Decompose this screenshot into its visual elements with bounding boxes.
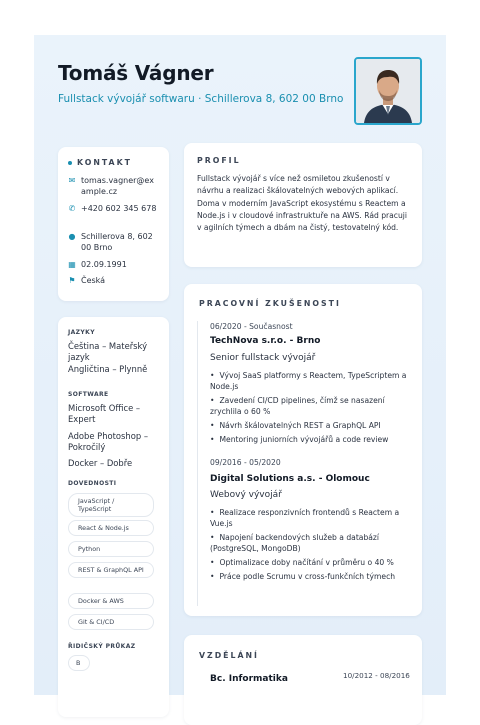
contact-birthdate: 02.09.1991 xyxy=(81,260,127,269)
job-role: Senior fullstack vývojář xyxy=(210,353,316,363)
profile-heading: PROFIL xyxy=(197,156,241,165)
job-bullet: • Mentoring juniorních vývojářů a code review xyxy=(210,434,410,445)
language-item: Angličtina – Plynně xyxy=(68,364,148,374)
calendar-icon: ▦ xyxy=(68,260,76,269)
job-bullet: • Návrh škálovatelných REST a GraphQL API xyxy=(210,420,410,431)
skills-label: DOVEDNOSTI xyxy=(68,480,117,487)
license-label: ŘIDIČSKÝ PRŮKAZ xyxy=(68,643,136,650)
education-heading: VZDĚLÁNÍ xyxy=(199,651,259,660)
mail-icon: ✉ xyxy=(68,176,76,185)
job-date: 09/2016 - 05/2020 xyxy=(210,458,281,467)
skill-pill: REST & GraphQL API xyxy=(68,562,154,578)
job-bullet: • Vývoj SaaS platformy s Reactem, TypeScriptem a Node.js xyxy=(210,370,410,392)
timeline-line xyxy=(197,321,198,606)
job-title-subtitle: Fullstack vývojář softwaru · Schillerova 8, 602 00 Brno xyxy=(58,93,344,105)
contact-email-row xyxy=(68,175,157,197)
resume-page xyxy=(34,35,446,695)
job-date: 06/2020 - Současnost xyxy=(210,322,293,331)
skill-pill: Python xyxy=(68,541,154,557)
profile-photo xyxy=(354,57,422,125)
person-name: Tomáš Vágner xyxy=(58,61,214,85)
software-item: Microsoft Office – Expert xyxy=(68,403,141,424)
skill-pill: React & Node.js xyxy=(68,520,154,536)
contact-address: Schillerova 8, 602 00 Brno xyxy=(81,232,153,252)
job-bullet: • Zavedení CI/CD pipelines, čímž se nasazení zrychlila o 60 % xyxy=(210,395,410,417)
portrait-image xyxy=(356,59,420,123)
flag-icon: ⚑ xyxy=(68,276,76,285)
profile-text: Fullstack vývojář s více než osmiletou zkušeností v návrhu a realizaci škálovatelných webových aplikací. Doma v moderním JavaScript ekosystému s Reactem a Node.js i v cloudové infrastruktuře na AWS. Rád pracuji v agilních týmech a dbám na čistý, testovatelný kód. xyxy=(197,174,408,233)
skill-pill: Docker & AWS xyxy=(68,593,154,609)
job-bullet: • Optimalizace doby načítání v průměru o 40 % xyxy=(210,557,410,568)
experience-heading: PRACOVNÍ ZKUŠENOSTI xyxy=(199,299,341,308)
software-item: Docker – Dobře xyxy=(68,458,133,468)
contact-address-row xyxy=(68,231,157,253)
contact-nationality-row xyxy=(68,275,105,286)
contact-email[interactable]: tomas.vagner@example.cz xyxy=(81,176,154,196)
location-pin-icon: ● xyxy=(68,232,76,241)
license-pill: B xyxy=(68,655,90,671)
job-role: Webový vývojář xyxy=(210,490,282,500)
job-company: Digital Solutions a.s. - Olomouc xyxy=(210,474,370,484)
skill-pill: JavaScript / TypeScript xyxy=(68,493,154,517)
contact-birthdate-row xyxy=(68,259,127,270)
contact-phone[interactable]: +420 602 345 678 xyxy=(81,204,157,213)
bullet-dot-icon xyxy=(68,161,72,165)
software-label: SOFTWARE xyxy=(68,391,109,398)
job-bullet: • Napojení backendových služeb a databází (PostgreSQL, MongoDB) xyxy=(210,532,410,554)
education-school: Bc. Informatika xyxy=(210,674,288,684)
software-item: Adobe Photoshop – Pokročilý xyxy=(68,431,149,452)
skills-card xyxy=(58,317,169,717)
education-card xyxy=(184,635,422,725)
languages-label: JAZYKY xyxy=(68,329,95,336)
job-bullet: • Realizace responzivních frontendů s Reactem a Vue.js xyxy=(210,507,410,529)
contact-phone-row xyxy=(68,203,157,214)
experience-card xyxy=(184,284,422,616)
language-item: Čeština – Mateřský jazyk xyxy=(68,341,148,362)
phone-icon: ✆ xyxy=(68,204,76,213)
skill-pill: Git & CI/CD xyxy=(68,614,154,630)
job-company: TechNova s.r.o. - Brno xyxy=(210,336,321,346)
contact-card xyxy=(58,147,169,301)
education-date: 10/2012 - 08/2016 xyxy=(343,671,410,680)
profile-card xyxy=(184,143,422,267)
contact-heading: KONTAKT xyxy=(68,158,132,167)
contact-nationality: Česká xyxy=(81,276,106,285)
job-bullet: • Práce podle Scrumu v cross-funkčních týmech xyxy=(210,571,410,582)
